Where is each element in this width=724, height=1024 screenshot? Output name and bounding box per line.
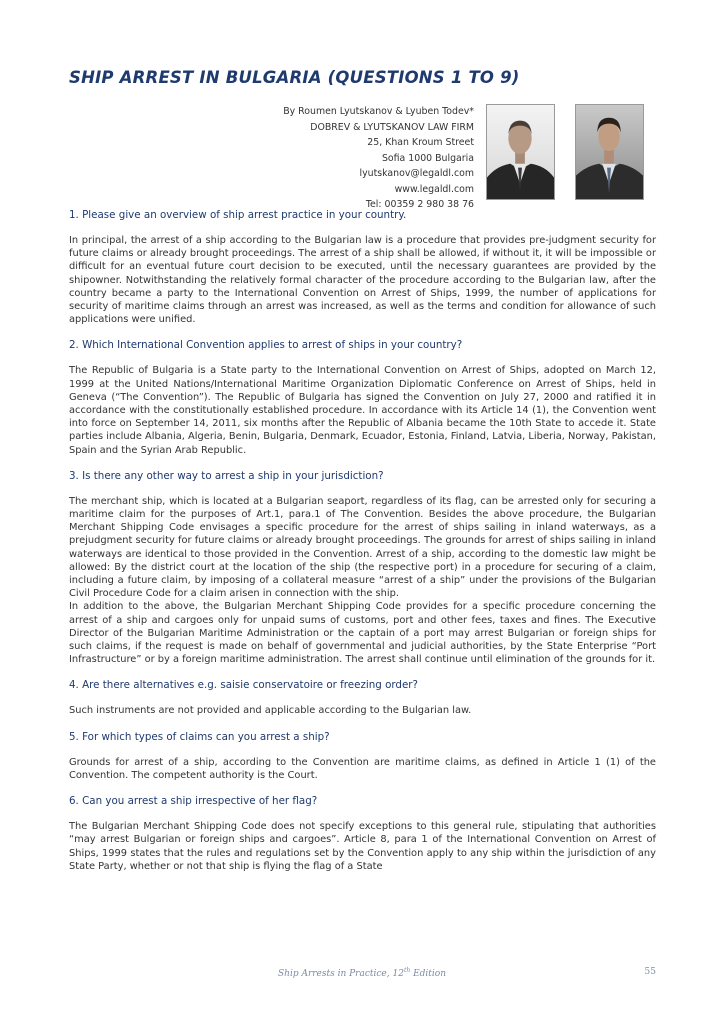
byline-email: lyutskanov@legaldl.com (359, 168, 474, 179)
section-paragraph: The merchant ship, which is located at a Bulgarian seaport, regardless of its flag, can be arrested only for securing a maritime claim for the purposes of Art.1, para.1 of The Convention. Besides the above procedure, the Bulgarian Merchant Shipping Code envisages a specific procedure for the arrest of ships sailing in inland waterways, as a prejudgment security for future claims or already brought proceedings. The grounds for arrest of ships sailing in inland waterways are identical to those provided in the Convention. Arrest of a ship, according to the domestic law might be allowed: By the district court at the location of the ship (the respective port) in a procedure for securing of a claim, including a future claim, by imposing of a collateral measure “arrest of a ship” under the provisions of the Bulgarian Civil Procedure Code for a claim arisen in connection with the ship. (69, 495, 656, 600)
footer-edition-suffix: Edition (410, 969, 446, 979)
page-title: SHIP ARREST IN BULGARIA (QUESTIONS 1 TO 9) (69, 68, 520, 87)
byline-city: Sofia 1000 Bulgaria (381, 152, 474, 164)
section-question: 6. Can you arrest a ship irrespective of her flag? (69, 795, 318, 808)
section-question: 4. Are there alternatives e.g. saisie conservatoire or freezing order? (69, 679, 418, 692)
author-photo (575, 104, 644, 200)
section-paragraph: The Bulgarian Merchant Shipping Code does not specify exceptions to this general rule, stipulating that authorities “may arrest Bulgarian or foreign ships and cargoes”. Article 8, para 1 of the International Convention on Arrest of Ships, 1999 states that the rules and regulations set by the Convention apply to any ship within the jurisdiction of any State Party, whether or not that ship is flying the flag of a State (69, 821, 656, 872)
footer-publication (0, 967, 724, 979)
page-number: 55 (644, 967, 656, 977)
section-paragraph: Such instruments are not provided and applicable according to the Bulgarian law. (69, 705, 472, 717)
author-byline (230, 104, 474, 213)
section-paragraph: In addition to the above, the Bulgarian Merchant Shipping Code provides for a specific procedure concerning the arrest of a ship and cargoes only for unpaid sums of customs, port and other fees, taxes and fines. The Executive Director of the Bulgarian Maritime Administration or the captain of a port may arrest Bulgarian or foreign ships for such claims, if the request is made on behalf of governmental and judicial authorities, by the State Enterprise “Port Infrastructure” or by a foreign maritime administration. The arrest shall continue until elimination of the grounds for it. (69, 601, 656, 666)
section-paragraph: The Republic of Bulgaria is a State party to the International Convention on Arrest of Ships, adopted on March 12, 1999 at the United Nations/International Maritime Organization Diplomatic Conference on Arrest of Ships, held in Geneva (“The Convention”). The Republic of Bulgaria has signed the Convention on July 27, 2000 and ratified it in accordance with the constitutionally established procedure. In accordance with its Article 14 (1), the Convention went into force on September 14, 2011, six months after the Republic of Albania became the 10th State to accede it. State parties include Albania, Algeria, Benin, Bulgaria, Denmark, Ecuador, Estonia, Finland, Latvia, Liberia, Norway, Pakistan, Spain and the Syrian Arab Republic. (69, 365, 656, 456)
section-question: 3. Is there any other way to arrest a ship in your jurisdiction? (69, 469, 384, 482)
section-question: 5. For which types of claims can you arrest a ship? (69, 730, 330, 743)
section-question: 2. Which International Convention applies to arrest of ships in your country? (69, 339, 463, 352)
byline-authors: By Roumen Lyutskanov & Lyuben Todev* (283, 106, 474, 117)
footer-publication-name: Ship Arrests in Practice, 12 (277, 969, 404, 979)
byline-phone: Tel: 00359 2 980 38 76 (365, 199, 474, 210)
section-paragraph: Grounds for arrest of a ship, according to the Convention are maritime claims, as defined in Article 1 (1) of the Convention. The competent authority is the Court. (69, 756, 656, 781)
author-photo (486, 104, 555, 200)
byline-website: www.legaldl.com (394, 183, 474, 195)
article-body (69, 208, 656, 885)
section-paragraph: In principal, the arrest of a ship according to the Bulgarian law is a procedure that provides pre-judgment security for future claims or already brought proceedings. The arrest of a ship shall be allowed, if without it, it will be impossible or difficult for an eventual future court decision to be executed, until the necessary guarantees are provided by the shipowner. Notwithstanding the relatively formal character of the procedure according to the Bulgarian law, after the country became a party to the International Convention on Arrest of Ships, 1999, the number of applications for security of maritime claims through an arrest was increased, as well as the terms and condition for allowance of such applications were unified. (69, 235, 656, 326)
byline-firm: DOBREV & LYUTSKANOV LAW FIRM (310, 121, 474, 133)
section-question: 1. Please give an overview of ship arrest practice in your country. (69, 209, 407, 221)
byline-street: 25, Khan Kroum Street (367, 137, 474, 148)
footer-edition-superscript: th (403, 967, 411, 974)
